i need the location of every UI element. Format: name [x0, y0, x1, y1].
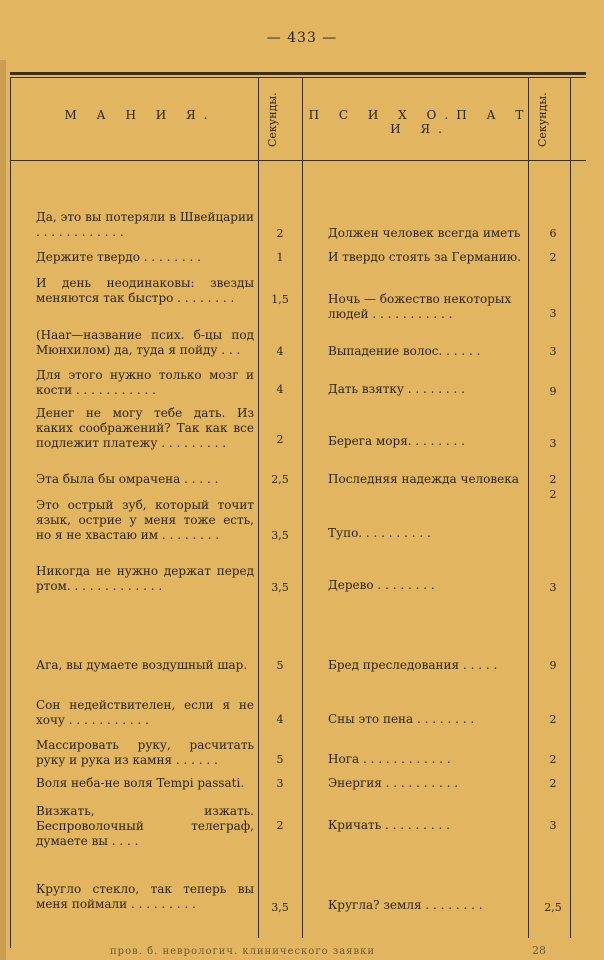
mania-seconds: 4 — [276, 383, 284, 396]
header-seconds-left: Секунды. — [266, 92, 279, 148]
mania-phrase: (Haar—название псих. б-цы под Мюнхилом) да, туда я пойду . . . — [36, 328, 254, 357]
psychopathy-phrase: Дерево . . . . . . . . — [328, 578, 435, 592]
page-number: — 433 — — [266, 30, 338, 46]
mania-phrase: Да, это вы потеряли в Швейцарии . . . . . . . . . . . . — [36, 210, 254, 239]
psychopathy-seconds: 3 — [549, 819, 557, 832]
footer-text: пров. б. неврологич. клинического заявки — [110, 946, 376, 957]
psychopathy-phrase: Тупо. . . . . . . . . . — [328, 526, 431, 540]
psychopathy-seconds: 2,5 — [544, 901, 562, 914]
psychopathy-seconds: 3 — [549, 437, 557, 450]
psychopathy-phrase: Энергия . . . . . . . . . . — [328, 776, 459, 790]
psychopathy-seconds: 2 — [549, 713, 557, 726]
psychopathy-phrase: Дать взятку . . . . . . . . — [328, 382, 465, 396]
psychopathy-seconds: 6 — [549, 227, 557, 240]
mania-phrase: Ага, вы думаете воздушный шар. — [36, 658, 248, 672]
mania-phrase: Никогда не нужно держат перед ртом. . . . . . . . . . . . . — [36, 564, 254, 593]
psychopathy-phrase: И твердо стоять за Германию. — [328, 250, 522, 264]
mania-seconds: 3,5 — [271, 581, 289, 594]
mania-seconds: 4 — [276, 345, 284, 358]
header-mania: М А Н И Я. — [64, 108, 216, 122]
mania-phrase: Денег не могу тебе дать. Из каких соображений? Так как все подлежит платежу . . . . . . . . . — [36, 406, 254, 450]
mania-phrase: Это острый зуб, который точит язык, острие у меня тоже есть, но я не хвастаю им . . . . . . . . — [36, 498, 254, 542]
mania-seconds: 1 — [276, 251, 284, 264]
mania-seconds: 5 — [276, 659, 284, 672]
mania-phrase: Визжать, изжать. Беспроволочный телеграф, думаете вы . . . . — [36, 804, 254, 848]
psychopathy-seconds: 3 — [549, 345, 557, 358]
mania-seconds: 4 — [276, 713, 284, 726]
psychopathy-seconds: 3 — [549, 307, 557, 320]
psychopathy-phrase: Должен человек всегда иметь — [328, 226, 521, 240]
psychopathy-phrase: Выпадение волос. . . . . . — [328, 344, 481, 358]
mania-phrase: Воля неба-не воля Tempi passati. — [36, 776, 245, 790]
psychopathy-phrase: Берега моря. . . . . . . . — [328, 434, 465, 448]
psychopathy-seconds: 2 — [549, 753, 557, 766]
psychopathy-seconds: 2 — [549, 777, 557, 790]
footer-number: 28 — [532, 944, 546, 957]
psychopathy-seconds: 9 — [549, 385, 557, 398]
psychopathy-seconds: 9 — [549, 659, 557, 672]
mania-phrase: Сон недействителен, если я не хочу . . . . . . . . . . . — [36, 698, 254, 727]
mania-seconds: 5 — [276, 753, 284, 766]
mania-seconds: 3,5 — [271, 901, 289, 914]
psychopathy-phrase: Бред преследования . . . . . — [328, 658, 498, 672]
mania-phrase: И день неодинаковы: звезды меняются так быстро . . . . . . . . — [36, 276, 254, 305]
psychopathy-phrase: Ночь — божество некоторых людей . . . . . . . . . . . — [328, 292, 512, 321]
mania-seconds: 2 — [276, 433, 284, 446]
mania-phrase: Держите твердо . . . . . . . . — [36, 250, 201, 264]
mania-seconds: 1,5 — [271, 293, 289, 306]
mania-seconds: 2 — [276, 227, 284, 240]
psychopathy-seconds: 3 — [549, 581, 557, 594]
mania-phrase: Эта была бы омрачена . . . . . — [36, 472, 219, 486]
psychopathy-phrase: Сны это пена . . . . . . . . — [328, 712, 475, 726]
mania-phrase: Кругло стекло, так теперь вы меня поймали . . . . . . . . . — [36, 882, 254, 911]
mania-seconds: 2,5 — [271, 473, 289, 486]
psychopathy-seconds: 2 — [549, 251, 557, 264]
psychopathy-phrase: Нога . . . . . . . . . . . . — [328, 752, 451, 766]
psychopathy-phrase: Последняя надежда человека — [328, 472, 519, 486]
mania-phrase: Для этого нужно только мозг и кости . . . . . . . . . . . — [36, 368, 254, 397]
psychopathy-seconds: 2 2 — [549, 473, 557, 501]
mania-phrase: Массировать руку, расчитать руку и рука из камня . . . . . . — [36, 738, 254, 767]
header-psychopathy: П С И Х О.П А Т И Я. — [308, 108, 532, 136]
header-seconds-right: Секунды. — [536, 92, 549, 148]
psychopathy-phrase: Кричать . . . . . . . . . — [328, 818, 450, 832]
psychopathy-phrase: Кругла? земля . . . . . . . . — [328, 898, 483, 912]
mania-seconds: 2 — [276, 819, 284, 832]
mania-seconds: 3,5 — [271, 529, 289, 542]
mania-seconds: 3 — [276, 777, 284, 790]
